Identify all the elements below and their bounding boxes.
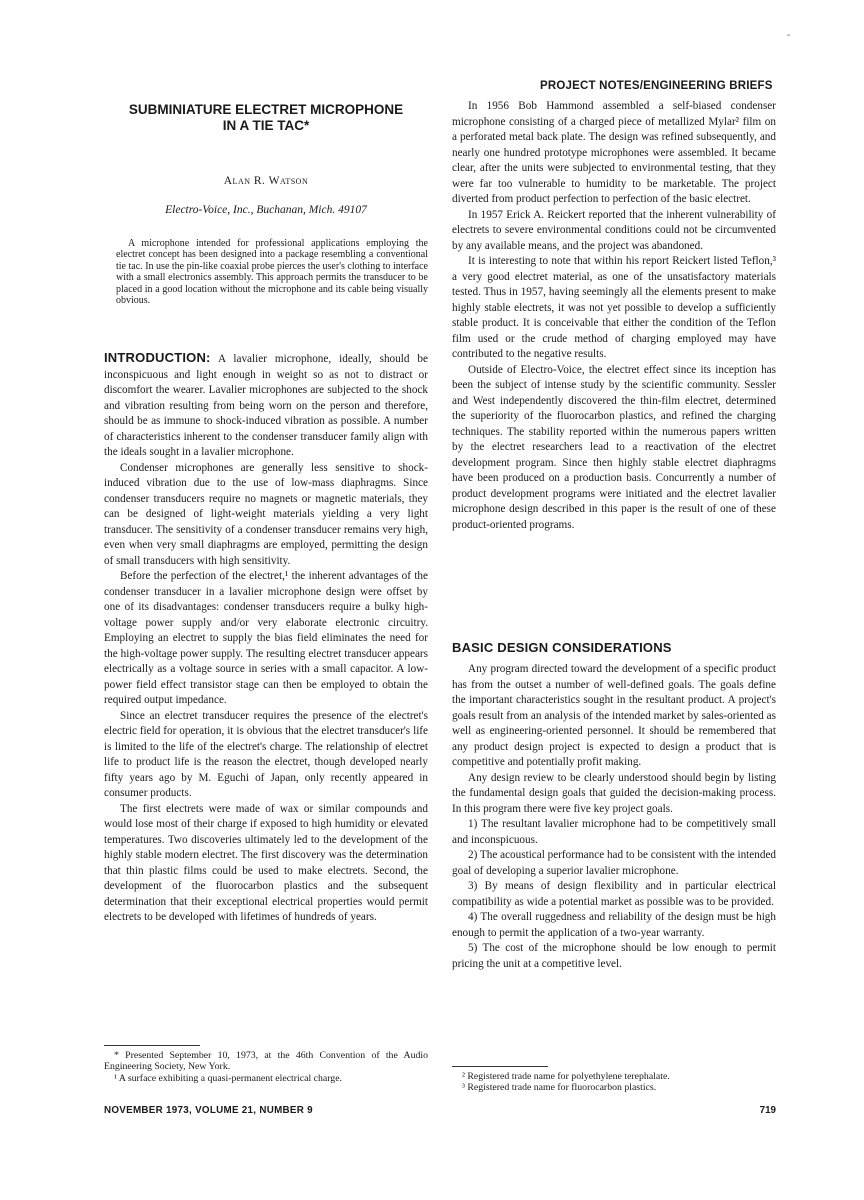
title-line-1: SUBMINIATURE ELECTRET MICROPHONE — [128, 102, 404, 117]
right-column-bottom — [452, 662, 776, 972]
left-column — [104, 350, 428, 926]
intro-paragraph-1 — [104, 350, 428, 461]
goal-item-5: 5) The cost of the microphone should be low enough to permit pricing the unit at a competitive level. — [452, 942, 776, 970]
abstract: A microphone intended for professional applications employing the electret concept has been designed into a package resembling a conventional tie tac. In use the pin-like coaxial probe pierces the user's clothing to interface with a small electronics assembly. This approach permits the transducer to be placed in a good location without the microphone and its cable being visually obvious. — [116, 238, 428, 307]
footnote: ² Registered trade name for polyethylene terephalate. — [462, 1071, 670, 1082]
design-paragraph-2: Any design review to be clearly understood should begin by listing the fundamental design goals that guided the decision-making process. In this program there were five key project goals. — [452, 771, 776, 815]
section-heading-basic-design: BASIC DESIGN CONSIDERATIONS — [452, 640, 672, 655]
intro-text-1: A lavalier microphone, ideally, should be inconspicuous and light enough in weight so as not to distract or discomfort the wearer. Lavalier microphones are subjected to the shock and vibration resulting from being worn on the person and therefore, should be as immune to shock-induced vibration as possible. A number of characteristics inherent to the condenser transducer family align with the ideals sought in a lavalier microphone. — [104, 353, 428, 458]
intro-heading: INTRODUCTION: — [104, 350, 211, 365]
footnote-rule-left — [104, 1045, 200, 1046]
footnotes-right — [452, 1071, 776, 1094]
footer-journal-info: NOVEMBER 1973, VOLUME 21, NUMBER 9 — [104, 1105, 313, 1116]
running-head: PROJECT NOTES/ENGINEERING BRIEFS — [540, 80, 773, 92]
footnote-rule-right — [452, 1066, 548, 1067]
design-paragraph-1: Any program directed toward the development of a specific product has from the outset a number of well-defined goals. The goals define the important characteristics sought in the resultant product. A project's goals result from an analysis of the intended market by sales-oriented as well as engineering-oriented personnel. It should be remembered that any product design project is expected to design a product that is competitive and potentially profit making. — [452, 663, 776, 768]
intro-paragraph-5: The first electrets were made of wax or similar compounds and would lose most of their charge if exposed to high humidity or elevated temperatures. Two discoveries ultimately led to the development of the highly stable modern electret. The first discovery was the determination that thin plastic films could be used to make electrets. Second, the development of the fluorocarbon plastics and the subsequent determination that their exceptional electrical properties would permit electrets to be developed with lifetimes of hundreds of years. — [104, 802, 428, 923]
goal-item-2: 2) The acoustical performance had to be consistent with the intended goal of developing a superior lavalier microphone. — [452, 849, 776, 877]
goal-item-4: 4) The overall ruggedness and reliability of the design must be high enough to permit the application of a two-year warranty. — [452, 911, 776, 939]
history-paragraph-3: It is interesting to note that within his report Reickert listed Teflon,³ a very good electret material, as one of the unsatisfactory materials tested. Thus in 1957, having seemingly all the elements present to make highly stable electrets, it was not yet possible to develop a sufficiently stable product. It is conceivable that either the condition of the Teflon film used or the crude method of charging employed may have contributed to the negative results. — [452, 255, 776, 360]
intro-paragraph-2: Condenser microphones are generally less sensitive to shock-induced vibration due to the use of low-mass diaphragms. Since condenser transducers require no magnets or magnetic materials, they can be designed of light-weight materials yielding a very light transducer. The sensitivity of a condenser transducer remains very high, even when very small diaphragms are employed, permitting the design of small transducers with high sensitivity. — [104, 461, 428, 567]
paper-title — [100, 102, 432, 134]
right-column-top — [452, 99, 776, 533]
history-paragraph-2: In 1957 Erick A. Reickert reported that the inherent vulnerability of electrets to severe environmental conditions could not be circumvented by any available means, and the project was abandoned. — [452, 208, 776, 252]
footnotes-left — [104, 1050, 428, 1084]
intro-paragraph-4: Since an electret transducer requires the presence of the electret's electric field for operation, it is obvious that the electret transducer's life is limited to the life of the electret's charge. The relationship of electret life to product life is the reason the electret, though developed nearly fifty years ago by M. Eguchi of Japan, only recently appeared in consumer products. — [104, 709, 428, 799]
goal-item-1: 1) The resultant lavalier microphone had to be competitively small and inconspicuous. — [452, 818, 776, 846]
history-paragraph-4: Outside of Electro-Voice, the electret effect since its inception has been the subject of intense study by the scientific community. Sessler and West independently discovered the thin-film electret, determined the superiority of the fluorocarbon plastics, and refined the charging techniques. The stability reported within the numerous papers written by the electret researchers lead to a reactivation of the electret development program. Since then highly stable electret diaphragms have been produced on a production basis. Concurrently a number of product development programs were initiated and the electret lavalier microphone design described in this paper is the result of one of these product-oriented programs. — [452, 363, 776, 531]
intro-paragraph-3: Before the perfection of the electret,¹ the inherent advantages of the condenser transducer in a lavalier microphone design were offset by one of its disadvantages: condenser transducers require a bulky high-voltage power supply and/or very elaborate electronic circuitry. Employing an electret to supply the bias field eliminates the need for the high-voltage power supply. The resulting electret transducer appears electrically as a voltage source in series with a small capacitor. A low-power field effect transistor stage can then be employed to obtain the required output impedance. — [104, 570, 428, 706]
author: Alan R. Watson — [223, 175, 309, 187]
goal-item-3: 3) By means of design flexibility and in particular electrical compatibility as wide a potential market as possible was to be provided. — [452, 880, 776, 908]
footnote: ¹ A surface exhibiting a quasi-permanent electrical charge. — [114, 1072, 342, 1084]
page-number: 719 — [759, 1105, 776, 1116]
affiliation: Electro-Voice, Inc., Buchanan, Mich. 49107 — [165, 204, 367, 216]
corner-mark: - — [787, 30, 791, 41]
footnote: * Presented September 10, 1973, at the 46th Convention of the Audio Engineering Society, New York. — [104, 1050, 428, 1073]
title-line-2: IN A TIE TAC* — [222, 118, 310, 133]
footnote: ³ Registered trade name for fluorocarbon plastics. — [462, 1082, 657, 1094]
history-paragraph-1: In 1956 Bob Hammond assembled a self-biased condenser microphone consisting of a charged piece of metallized Mylar² film on a perforated metal back plate. The design was refined subsequently, and nearly one hundred prototype microphones were assembled. It became clear, after the units were subjected to environmental testing, that they were far too vulnerable to humidity to be marketable. The project diverted from product perfection to perfection of the basic electret. — [452, 100, 776, 205]
